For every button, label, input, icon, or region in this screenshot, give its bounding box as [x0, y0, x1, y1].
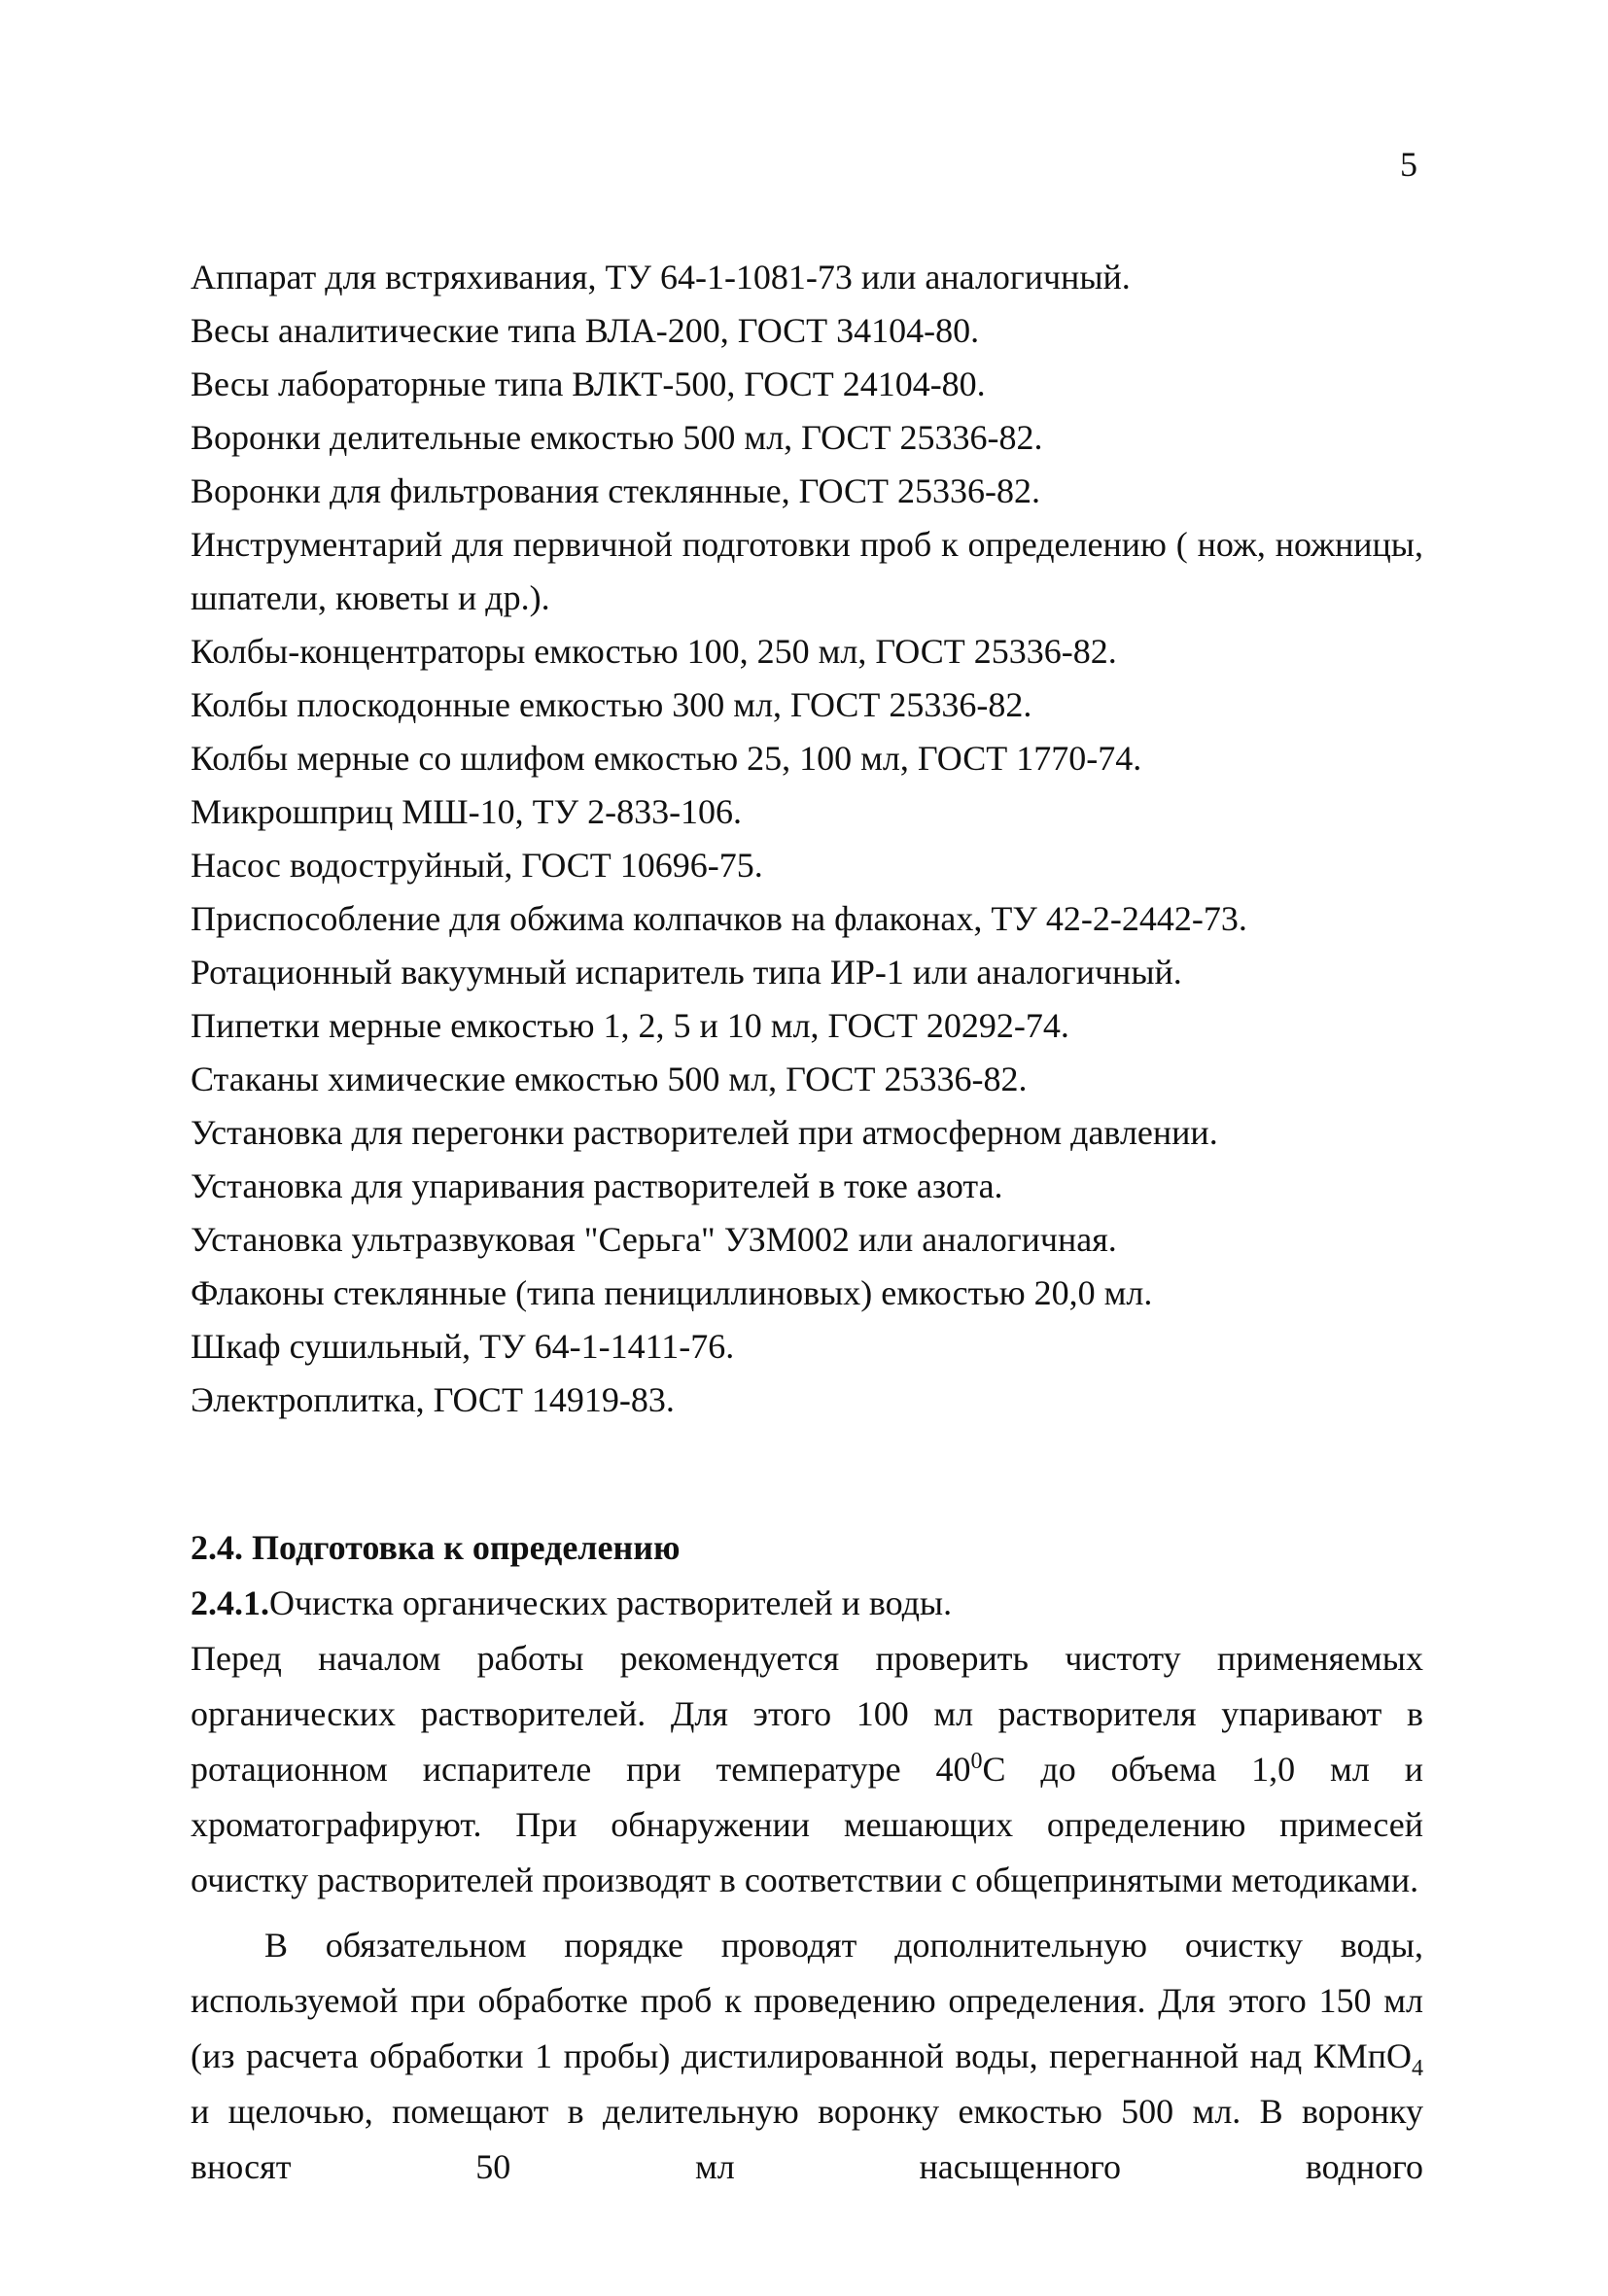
paragraph-text: В обязательном порядке проводят дополнительную очистку воды, используемой при обработке проб к проведению определения. Для этого 150 мл (из расчета обработки 1 пробы) дистилированной воды, перегнанной над КМпО: [191, 1926, 1423, 2075]
subsection-heading: [191, 1575, 1423, 1631]
paragraph-solvent-check: [191, 1631, 1423, 1908]
equipment-item: Ротационный вакуумный испаритель типа ИР-1 или аналогичный.: [191, 953, 1182, 991]
section-heading: 2.4. Подготовка к определению: [191, 1528, 681, 1567]
equipment-item: Приспособление для обжима колпачков на флаконах, ТУ 42-2-2442-73.: [191, 899, 1247, 938]
equipment-item: Установка для упаривания растворителей в токе азота.: [191, 1166, 1003, 1205]
paragraph-water-cleaning: [191, 1918, 1423, 2195]
equipment-item: Флаконы стеклянные (типа пенициллиновых) емкостью 20,0 мл.: [191, 1273, 1153, 1312]
equipment-item: Шкаф сушильный, ТУ 64-1-1411-76.: [191, 1327, 735, 1366]
equipment-item: Колбы мерные со шлифом емкостью 25, 100 мл, ГОСТ 1770-74.: [191, 739, 1142, 778]
equipment-list: [191, 251, 1423, 1427]
equipment-item: Пипетки мерные емкостью 1, 2, 5 и 10 мл, ГОСТ 20292-74.: [191, 1006, 1069, 1045]
subsection-title: Очистка органических растворителей и воды.: [269, 1583, 953, 1622]
equipment-item: Воронки для фильтрования стеклянные, ГОСТ 25336-82.: [191, 471, 1040, 510]
paragraph-text: и щелочью, помещают в делительную воронку емкостью 500 мл. В воронку вносят 50 мл насыщенного водного: [191, 2092, 1423, 2186]
equipment-item: Электроплитка, ГОСТ 14919-83.: [191, 1380, 675, 1419]
equipment-item: Насос водоструйный, ГОСТ 10696-75.: [191, 846, 763, 885]
equipment-item: Установка ультразвуковая "Серьга" УЗМ002 или аналогичная.: [191, 1220, 1117, 1259]
paragraph-text: Перед началом работы рекомендуется проверить чистоту применяемых органических растворителей. Для этого 100 мл растворителя упаривают в ротационном испарителе при температуре 40: [191, 1639, 1423, 1789]
subsection-number: 2.4.1.: [191, 1583, 269, 1622]
equipment-item: Установка для перегонки растворителей при атмосферном давлении.: [191, 1113, 1218, 1152]
equipment-item: Аппарат для встряхивания, ТУ 64-1-1081-73 или аналогичный.: [191, 258, 1131, 296]
equipment-item: Стаканы химические емкостью 500 мл, ГОСТ 25336-82.: [191, 1060, 1028, 1098]
equipment-item: Колбы плоскодонные емкостью 300 мл, ГОСТ 25336-82.: [191, 685, 1032, 724]
equipment-item: Весы лабораторные типа ВЛКТ-500, ГОСТ 24104-80.: [191, 365, 986, 403]
page-number: 5: [1400, 145, 1417, 184]
equipment-item: Инструментарий для первичной подготовки проб к определению ( нож, ножницы, шпатели, кюветы и др.).: [191, 525, 1423, 617]
superscript: 0: [970, 1749, 983, 1774]
equipment-item: Микрошприц МШ-10, ТУ 2-833-106.: [191, 792, 743, 831]
equipment-item: Весы аналитические типа ВЛА-200, ГОСТ 34104-80.: [191, 311, 980, 350]
subscript: 4: [1412, 2056, 1423, 2082]
equipment-item: Колбы-концентраторы емкостью 100, 250 мл, ГОСТ 25336-82.: [191, 632, 1117, 671]
equipment-item: Воронки делительные емкостью 500 мл, ГОСТ 25336-82.: [191, 418, 1043, 457]
paragraph-text: С до объема 1,0 мл и хроматографируют. При обнаружении мешающих определению примесей очистку растворителей производят в соответствии с общепринятыми методиками.: [191, 1750, 1423, 1899]
section-preparation: [191, 1520, 1423, 2195]
